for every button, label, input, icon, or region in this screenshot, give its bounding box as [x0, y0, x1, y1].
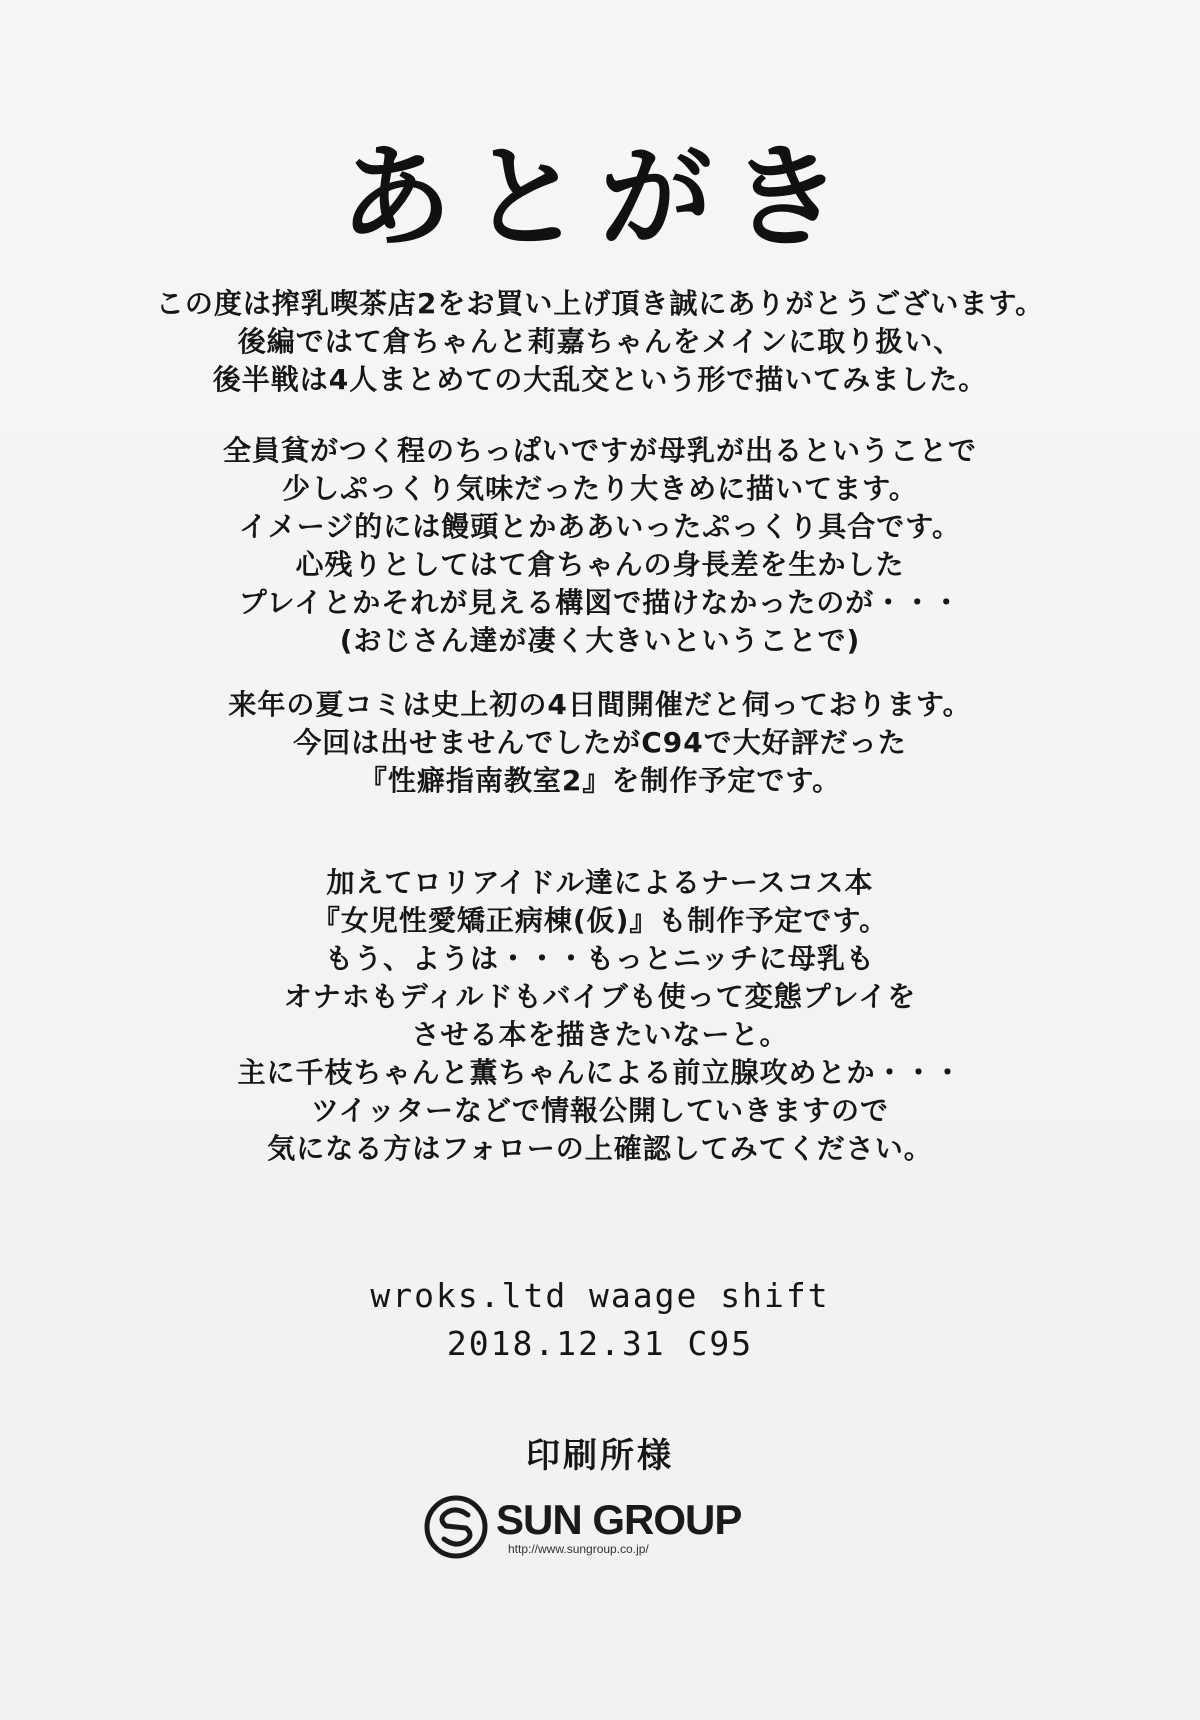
text-line: もう、ようは・・・もっとニッチに母乳も — [325, 942, 875, 975]
printer-label: 印刷所様 — [526, 1436, 674, 1476]
paragraph-thanks — [0, 285, 1200, 399]
text-line: 『性癖指南教室2』を制作予定です。 — [358, 764, 842, 797]
circle-name: wroks.ltd waage shift — [370, 1276, 830, 1315]
page-title: あとがき — [340, 133, 860, 263]
text-line: 後半戦は4人まとめての大乱交という形で描いてみました。 — [212, 363, 988, 396]
printer-logo-url: http://www.sungroup.co.jp/ — [508, 1542, 649, 1556]
date-event: 2018.12.31 C95 — [446, 1324, 754, 1363]
paragraph-next-event — [0, 686, 1200, 800]
text-line: 少しぷっくり気味だったり大きめに描いてます。 — [282, 472, 918, 505]
text-line: 加えてロリアイドル達によるナースコス本 — [326, 866, 874, 899]
text-line: 今回は出せませんでしたがC94で大好評だった — [293, 726, 907, 759]
text-line: 主に千枝ちゃんと薫ちゃんによる前立腺攻めとか・・・ — [237, 1056, 963, 1089]
text-line: 心残りとしてはて倉ちゃんの身長差を生かした — [295, 548, 905, 581]
text-line: オナホもディルドもバイブも使って変態プレイを — [283, 980, 917, 1013]
printer-logo — [424, 1492, 764, 1562]
text-line: イメージ的には饅頭とかああいったぷっくり具合です。 — [239, 510, 961, 543]
text-line: 来年の夏コミは史上初の4日間開催だと伺っております。 — [228, 688, 972, 721]
text-line: 気になる方はフォローの上確認してみてください。 — [267, 1132, 933, 1165]
text-line: (おじさん達が凄く大きいということで) — [339, 624, 861, 657]
sun-group-logo-icon — [424, 1495, 488, 1559]
printer-logo-name: SUN GROUP — [496, 1496, 742, 1543]
paragraph-plans — [0, 864, 1200, 1168]
text-line: 全員貧がつく程のちっぱいですが母乳が出るということで — [222, 434, 977, 467]
paragraph-comments — [0, 432, 1200, 660]
text-line: この度は搾乳喫茶店2をお買い上げ頂き誠にありがとうございます。 — [155, 287, 1045, 320]
text-line: 『女児性愛矯正病棟(仮)』も制作予定です。 — [311, 904, 889, 937]
text-line: プレイとかそれが見える構図で描けなかったのが・・・ — [238, 586, 962, 619]
text-line: 後編ではて倉ちゃんと莉嘉ちゃんをメインに取り扱い、 — [237, 325, 963, 358]
text-line: させる本を描きたいなーと。 — [411, 1018, 789, 1051]
text-line: ツイッターなどで情報公開していきますので — [310, 1094, 890, 1127]
